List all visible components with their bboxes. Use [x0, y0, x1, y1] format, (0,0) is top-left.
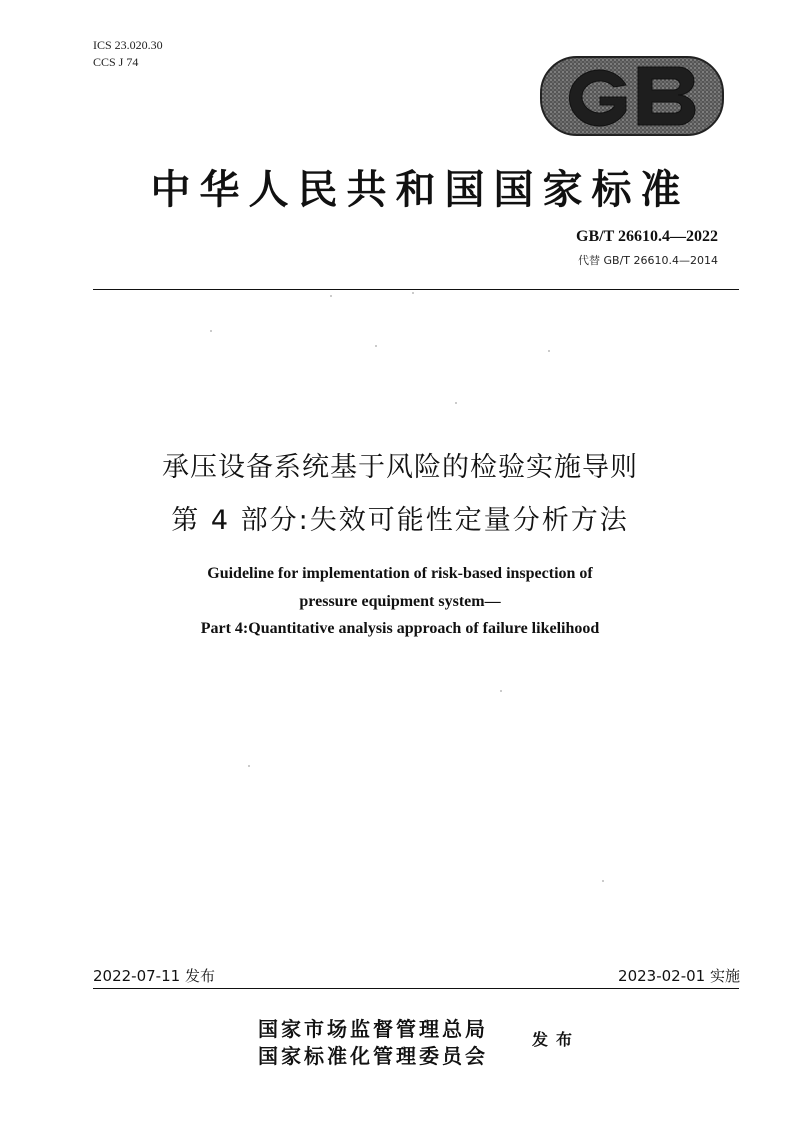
ics-code: ICS 23.020.30	[93, 38, 163, 52]
title-english-line-2: pressure equipment system—	[299, 593, 501, 610]
title-english-line-3: Part 4:Quantitative analysis approach of failure likelihood	[200, 620, 600, 637]
gb-logo	[538, 55, 726, 137]
standard-number: GB/T 26610.4—2022	[576, 228, 718, 245]
issuer-samr: 国家市场监督管理总局	[258, 1017, 488, 1041]
scan-speck	[248, 765, 250, 767]
scan-speck	[210, 330, 212, 332]
scan-speck	[500, 690, 502, 692]
replaced-standard: 代替 GB/T 26610.4—2014	[578, 254, 718, 267]
bottom-divider	[93, 988, 739, 989]
scan-speck	[455, 402, 457, 404]
publish-label: 发布	[532, 1030, 581, 1049]
scan-speck	[375, 345, 377, 347]
scan-speck	[602, 880, 604, 882]
scan-speck	[548, 350, 550, 352]
title-chinese-line-1: 承压设备系统基于风险的检验实施导则	[162, 452, 638, 483]
top-divider	[93, 289, 739, 290]
issuer-sac: 国家标准化管理委员会	[258, 1044, 488, 1068]
implementation-date: 2023-02-01 实施	[618, 967, 740, 985]
ccs-code: CCS J 74	[93, 55, 139, 69]
title-english-line-1: Guideline for implementation of risk-based inspection of	[207, 565, 593, 582]
national-standard-title: 中华人民共和国国家标准	[150, 166, 690, 213]
scan-speck	[412, 292, 414, 294]
scan-speck	[330, 295, 332, 297]
title-chinese-line-2: 第 4 部分:失效可能性定量分析方法	[171, 505, 629, 536]
issue-date: 2022-07-11 发布	[93, 967, 215, 985]
